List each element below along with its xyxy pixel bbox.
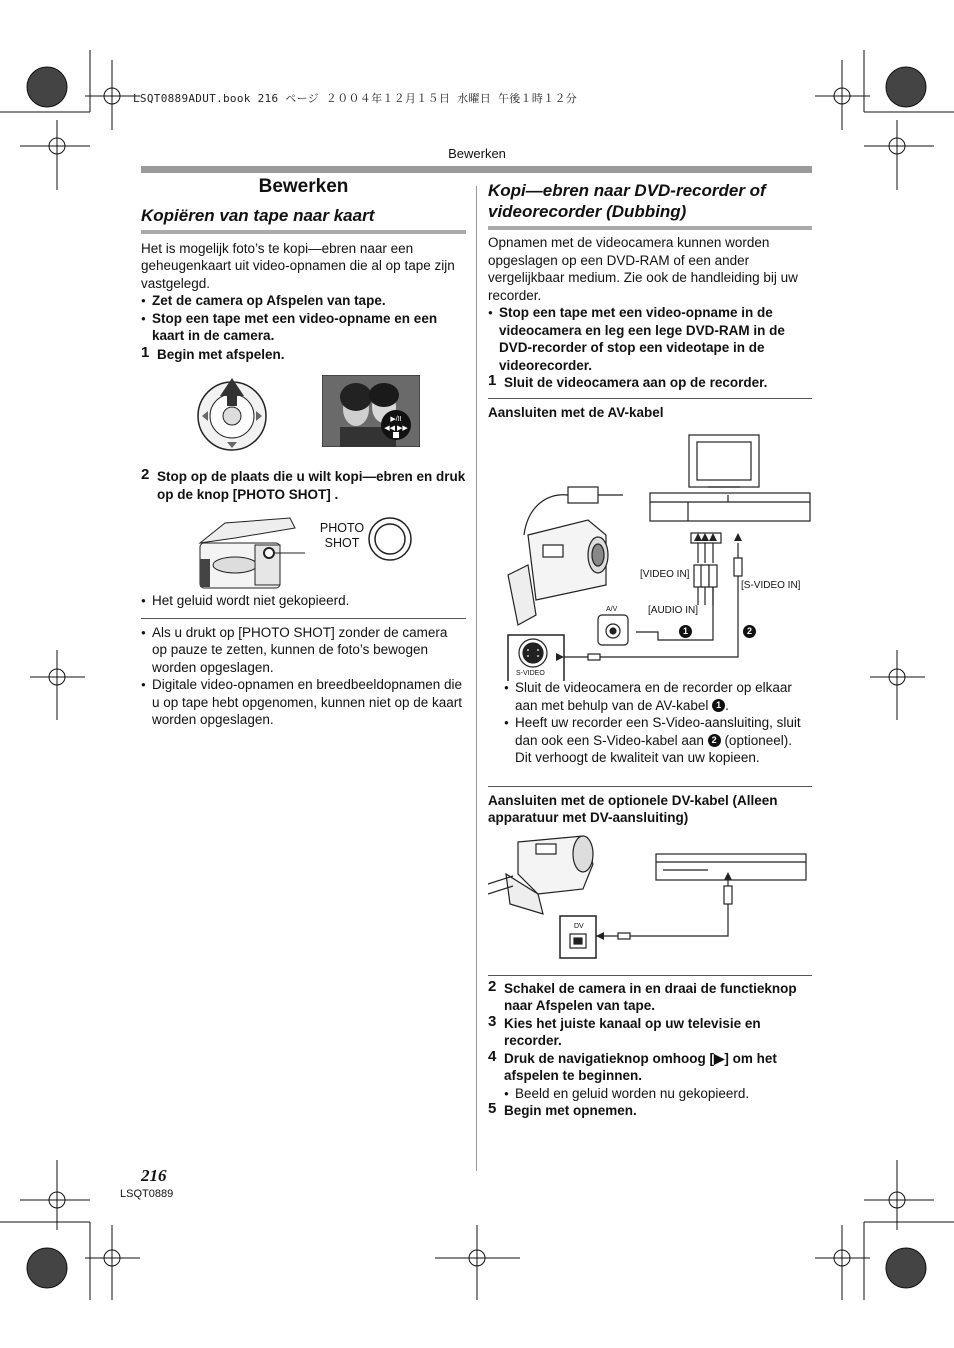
callout-2: 2 bbox=[708, 734, 721, 747]
running-title: Bewerken bbox=[448, 146, 506, 161]
print-header: LSQT0889ADUT.book 216 ページ ２００４年１２月１５日 水曜日 午後１時１２分 bbox=[133, 92, 578, 105]
doc-code: LSQT0889 bbox=[120, 1188, 174, 1200]
column-divider bbox=[476, 186, 477, 1171]
av-port-label: A/V bbox=[606, 606, 618, 613]
step-text: Begin met opnemen. bbox=[504, 1103, 637, 1118]
svg-text:◀◀ ▶▶: ◀◀ ▶▶ bbox=[384, 425, 408, 432]
subtitle-rule bbox=[141, 230, 466, 234]
photo-shot-button-icon bbox=[367, 516, 413, 562]
step-number: 3 bbox=[488, 1012, 497, 1030]
step-text: Schakel de camera in en draai de functieknop naar Afspelen van tape. bbox=[504, 980, 797, 1013]
svideo-in-label: [S-VIDEO IN] bbox=[741, 580, 801, 591]
section-title: Kopi—ebren naar DVD-recorder of videorecorder (Dubbing) bbox=[488, 181, 766, 221]
photo-shot-label-line1: PHOTO bbox=[319, 521, 365, 535]
step-number: 5 bbox=[488, 1100, 497, 1117]
step-3 bbox=[488, 1012, 812, 1050]
av-bullet-1: ● Sluit de videocamera en de recorder op elkaar aan met behulp van de AV-kabel 1 . bbox=[504, 679, 812, 714]
step-1 bbox=[141, 343, 466, 364]
prep-bullet-1: ● Zet de camera op Afspelen van tape. bbox=[141, 292, 466, 310]
step-text: Stop op de plaats die u wilt kopi—ebren en druk op de knop [PHOTO SHOT] . bbox=[157, 469, 466, 502]
intro-text: Opnamen met de videocamera kunnen worden opgeslagen op een DVD-RAM of een ander vergelijkbaar medium. Zie ook de handleiding bij uw recorder. bbox=[488, 235, 798, 303]
av-bullet-2-text-b: (optioneel). Dit verhoogt de kwaliteit van uw kopieen. bbox=[515, 732, 792, 765]
step-number: 1 bbox=[488, 372, 497, 389]
step-5 bbox=[488, 1102, 812, 1120]
sound-note: ● Het geluid wordt niet gekopieerd. bbox=[141, 592, 466, 610]
step-number: 2 bbox=[141, 466, 150, 483]
photo-shot-label bbox=[316, 521, 368, 551]
right-column bbox=[488, 180, 812, 1120]
step2-figures bbox=[141, 513, 466, 593]
step-4 bbox=[488, 1047, 812, 1085]
av-bullet-2 bbox=[504, 714, 812, 767]
step-2 bbox=[141, 468, 466, 503]
step-text: Begin met afspelen. bbox=[157, 346, 285, 362]
step-text: Druk de navigatieknop omhoog [▶] om het afspelen te beginnen. bbox=[504, 1050, 777, 1083]
svg-text:▶/II: ▶/II bbox=[390, 416, 402, 423]
av-bullet-1-text: Sluit de videocamera en de recorder op elkaar aan met behulp van de AV-kabel bbox=[515, 680, 792, 713]
callout-1: 1 bbox=[679, 625, 692, 638]
step-number: 1 bbox=[141, 343, 150, 361]
left-column bbox=[141, 178, 466, 729]
photo-shot-label-line2: SHOT bbox=[324, 536, 360, 550]
av-bullet-2-text: Heeft uw recorder een S-Video-aansluiting, sluit dan ook een S-Video-kabel aan bbox=[515, 715, 801, 748]
step-text: Sluit de videocamera aan op de recorder. bbox=[504, 375, 768, 390]
audio-in-label: [AUDIO IN] bbox=[648, 605, 699, 616]
section-title: Bewerken bbox=[258, 176, 349, 197]
top-bar bbox=[141, 166, 812, 173]
intro-text: Het is mogelijk foto’s te kopi—ebren naar een geheugenkaart uit video-opnamen die al op tape zijn vastgelegd. bbox=[141, 240, 455, 291]
av-heading: Aansluiten met de AV-kabel bbox=[488, 404, 664, 420]
prep-bullet-2: ● Stop een tape met een video-opname en een kaart in de camera. bbox=[141, 310, 466, 345]
step-number: 4 bbox=[488, 1047, 497, 1065]
svideo-port-label: S-VIDEO bbox=[516, 670, 545, 677]
step4-note: ● Beeld en geluid worden nu gekopieerd. bbox=[504, 1085, 812, 1103]
prep-bullet: ● Stop een tape met een video-opname in de videocamera en leg een lege DVD-RAM in de DVD-recorder of stop een videotape in de videorecorder. bbox=[488, 304, 812, 374]
dv-heading: Aansluiten met de optionele DV-kabel (Alleen apparatuur met DV-aansluiting) bbox=[488, 792, 778, 825]
av-connection-diagram bbox=[488, 425, 812, 681]
playback-photo-image bbox=[322, 375, 420, 447]
dv-port-label: DV bbox=[574, 922, 584, 930]
step-1 bbox=[488, 374, 812, 392]
title-rule bbox=[488, 226, 812, 230]
page-number: 216 bbox=[141, 1166, 167, 1185]
av-rule bbox=[488, 398, 812, 399]
steps-rule bbox=[488, 975, 812, 976]
step-text: Kies het juiste kanaal op uw televisie en recorder. bbox=[504, 1015, 761, 1048]
dv-rule bbox=[488, 786, 812, 787]
step-2 bbox=[488, 977, 812, 1015]
camcorder-top-icon bbox=[195, 513, 305, 591]
navigation-joystick-icon bbox=[194, 378, 270, 454]
dv-connection-diagram bbox=[488, 834, 812, 970]
note-2: ● Digitale video-opnamen en breedbeeldopnamen die u op tape hebt opgenomen, kunnen niet op de kaart worden opgeslagen. bbox=[141, 676, 466, 729]
notes-rule bbox=[141, 618, 466, 619]
step1-figures bbox=[141, 370, 466, 462]
video-in-label: [VIDEO IN] bbox=[640, 569, 690, 580]
callout-1: 1 bbox=[712, 699, 725, 712]
step-number: 2 bbox=[488, 977, 497, 995]
section-subtitle: Kopiëren van tape naar kaart bbox=[141, 205, 375, 225]
callout-2: 2 bbox=[743, 625, 756, 638]
note-1: ● Als u drukt op [PHOTO SHOT] zonder de camera op pauze te zetten, kunnen de foto’s bewogen worden opgeslagen. bbox=[141, 624, 466, 677]
